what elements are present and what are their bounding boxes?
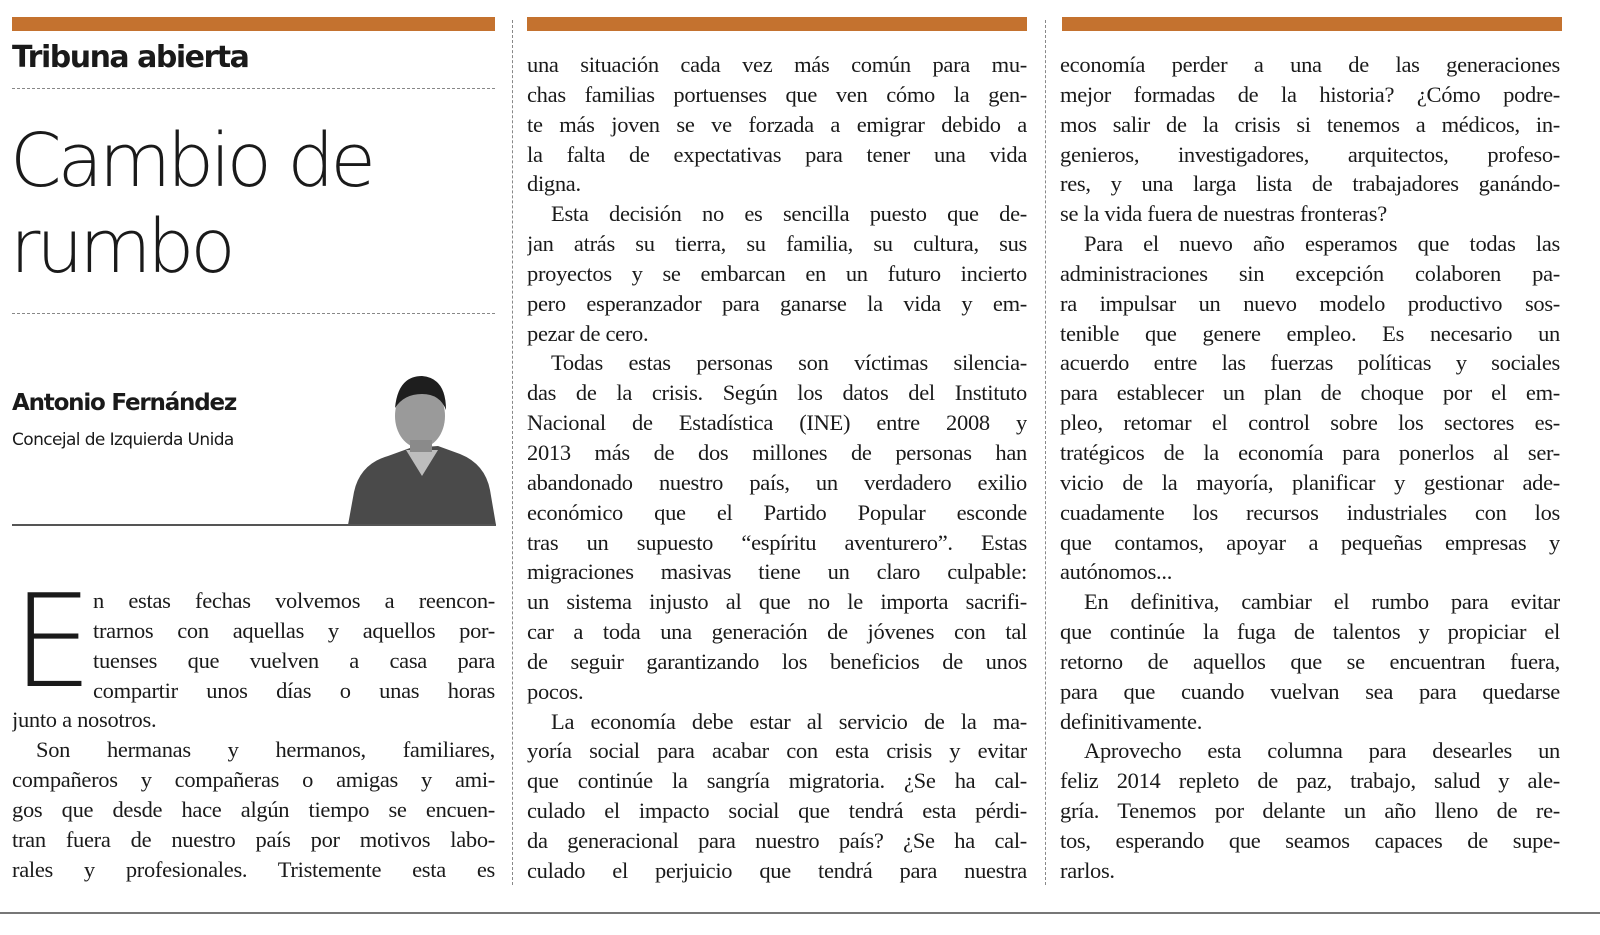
body-text-line: pero esperanzador para ganarse la vida y em- bbox=[527, 290, 1027, 316]
body-text-line: que continúe la fuga de talentos y propiciar el bbox=[1060, 619, 1560, 645]
byline-rule bbox=[12, 524, 496, 526]
body-text-line: car a toda una generación de jóvenes con tal bbox=[527, 619, 1027, 645]
body-text-line: administraciones sin excepción colaboren pa- bbox=[1060, 260, 1560, 286]
body-text-line: te más joven se ve forzada a emigrar debido a bbox=[527, 111, 1027, 137]
body-text-line: tratégicos de la economía para ponerlos al ser- bbox=[1060, 439, 1560, 465]
column-2-accent-bar bbox=[527, 17, 1027, 31]
body-text-line: gría. Tenemos por delante un año lleno de re- bbox=[1060, 798, 1560, 824]
body-text-line: gos que desde hace algún tiempo se encuen- bbox=[12, 796, 495, 822]
column-divider bbox=[1045, 20, 1046, 885]
body-text-line: Aprovecho esta columna para desearles un bbox=[1084, 738, 1560, 764]
body-text-line: jan atrás su tierra, su familia, su cultura, sus bbox=[527, 231, 1027, 257]
body-text-line: una situación cada vez más común para mu- bbox=[527, 52, 1027, 77]
body-text-line: vicio de la mayoría, planificar y gestionar ade- bbox=[1060, 469, 1560, 495]
body-text-line: definitivamente. bbox=[1060, 708, 1203, 734]
body-text-line: que continúe la sangría migratoria. ¿Se ha cal- bbox=[527, 768, 1027, 794]
body-text-line: Para el nuevo año esperamos que todas las bbox=[1084, 231, 1560, 257]
body-text-line: Son hermanas y hermanos, familiares, bbox=[36, 737, 495, 763]
headline-line: rumbo bbox=[10, 204, 232, 290]
drop-cap: E bbox=[12, 568, 93, 717]
body-text-line: genieros, investigadores, arquitectos, profeso- bbox=[1060, 141, 1560, 167]
body-text-line: pleo, retomar el control sobre los sectores es- bbox=[1060, 410, 1560, 436]
column-3-accent-bar bbox=[1062, 17, 1562, 31]
body-text-line: un sistema injusto al que no le importa sacrifi- bbox=[527, 589, 1027, 615]
body-text-line: tran fuera de nuestro país por motivos labo- bbox=[12, 826, 495, 852]
body-text-line: pezar de cero. bbox=[527, 320, 649, 346]
body-text-line: rales y profesionales. Tristemente esta es bbox=[12, 856, 495, 882]
body-text-line: economía perder a una de las generaciones bbox=[1060, 52, 1560, 77]
body-text-line: económico que el Partido Popular esconde bbox=[527, 499, 1027, 525]
body-text-line: culado el perjuicio que tendrá para nuestra bbox=[527, 857, 1027, 883]
body-text-line: da generacional para nuestro país? ¿Se ha cal- bbox=[527, 827, 1027, 853]
body-text-line: chas familias portuenses que ven cómo la gen- bbox=[527, 81, 1027, 107]
body-text-line: junto a nosotros. bbox=[12, 707, 157, 733]
column-divider bbox=[512, 20, 513, 885]
body-text-line: n estas fechas volvemos a reencon- bbox=[93, 588, 495, 613]
body-text-line: yoría social para acabar con esta crisis y evitar bbox=[527, 738, 1027, 764]
body-text-line: autónomos... bbox=[1060, 559, 1173, 585]
author-role: Concejal de Izquierda Unida bbox=[12, 430, 234, 450]
body-text-line: das de la crisis. Según los datos del Instituto bbox=[527, 380, 1027, 406]
body-text-line: feliz 2014 repleto de paz, trabajo, salud y ale- bbox=[1060, 768, 1560, 794]
dashed-divider bbox=[12, 88, 495, 89]
body-text-line: mos salir de la crisis si tenemos a médicos, in- bbox=[1060, 111, 1560, 137]
author-name: Antonio Fernández bbox=[12, 390, 237, 416]
body-text-line: rarlos. bbox=[1060, 857, 1115, 883]
body-text-line: retorno de aquellos que se encuentran fuera, bbox=[1060, 648, 1560, 674]
body-text-line: se la vida fuera de nuestras fronteras? bbox=[1060, 201, 1387, 227]
body-text-line: cuadamente los recursos industriales con los bbox=[1060, 499, 1560, 525]
body-text-line: En definitiva, cambiar el rumbo para evitar bbox=[1084, 589, 1560, 615]
body-text-line: tuenses que vuelven a casa para bbox=[93, 647, 495, 673]
body-text-line: compartir unos días o unas horas bbox=[93, 677, 495, 703]
body-text-line: compañeros y compañeras o amigas y ami- bbox=[12, 767, 495, 793]
body-text-line: migraciones masivas tiene un claro culpable: bbox=[527, 559, 1027, 585]
article-column-1 bbox=[12, 568, 495, 884]
body-text-line: 2013 más de dos millones de personas han bbox=[527, 439, 1027, 465]
body-text-line: res, y una larga lista de trabajadores ganándo- bbox=[1060, 171, 1560, 197]
body-text-line: la falta de expectativas para tener una vida bbox=[527, 141, 1027, 167]
article-column-2 bbox=[527, 50, 1027, 886]
headline bbox=[10, 118, 372, 290]
body-text-line: La economía debe estar al servicio de la ma- bbox=[551, 708, 1027, 734]
body-text-line: culado el impacto social que tendrá esta pérdi- bbox=[527, 798, 1027, 824]
body-text-line: ra impulsar un nuevo modelo productivo sos- bbox=[1060, 290, 1560, 316]
body-text-line: acuerdo entre las fuerzas políticas y sociales bbox=[1060, 350, 1560, 376]
dashed-divider bbox=[12, 313, 495, 314]
body-text-line: para establecer un plan de choque por el em- bbox=[1060, 380, 1560, 406]
body-text-line: que contamos, apoyar a pequeñas empresas y bbox=[1060, 529, 1560, 555]
page-bottom-rule bbox=[0, 912, 1600, 914]
body-text-line: tras un supuesto “espíritu aventurero”. Estas bbox=[527, 529, 1027, 555]
body-text-line: tos, esperando que seamos capaces de supe- bbox=[1060, 827, 1560, 853]
body-text-line: tenible que genere empleo. Es necesario un bbox=[1060, 320, 1560, 346]
section-label: Tribuna abierta bbox=[12, 40, 249, 75]
body-text-line: digna. bbox=[527, 171, 581, 197]
body-text-line: para que cuando vuelvan sea para quedarse bbox=[1060, 678, 1560, 704]
body-text-line: pocos. bbox=[527, 678, 584, 704]
body-text-line: abandonado nuestro país, un verdadero exilio bbox=[527, 469, 1027, 495]
body-text-line: trarnos con aquellas y aquellos por- bbox=[93, 617, 495, 643]
body-text-line: de seguir garantizando los beneficios de unos bbox=[527, 648, 1027, 674]
article-column-3 bbox=[1060, 50, 1560, 886]
body-text-line: mejor formadas de la historia? ¿Cómo podre- bbox=[1060, 81, 1560, 107]
headline-line: Cambio de bbox=[10, 118, 372, 204]
body-text-line: Esta decisión no es sencilla puesto que de- bbox=[551, 201, 1027, 227]
column-1-accent-bar bbox=[12, 17, 495, 31]
body-text-line: Todas estas personas son víctimas silencia- bbox=[551, 350, 1027, 376]
body-text-line: Nacional de Estadística (INE) entre 2008 y bbox=[527, 410, 1027, 436]
body-text-line: proyectos y se embarcan en un futuro incierto bbox=[527, 260, 1027, 286]
author-photo bbox=[340, 372, 496, 525]
